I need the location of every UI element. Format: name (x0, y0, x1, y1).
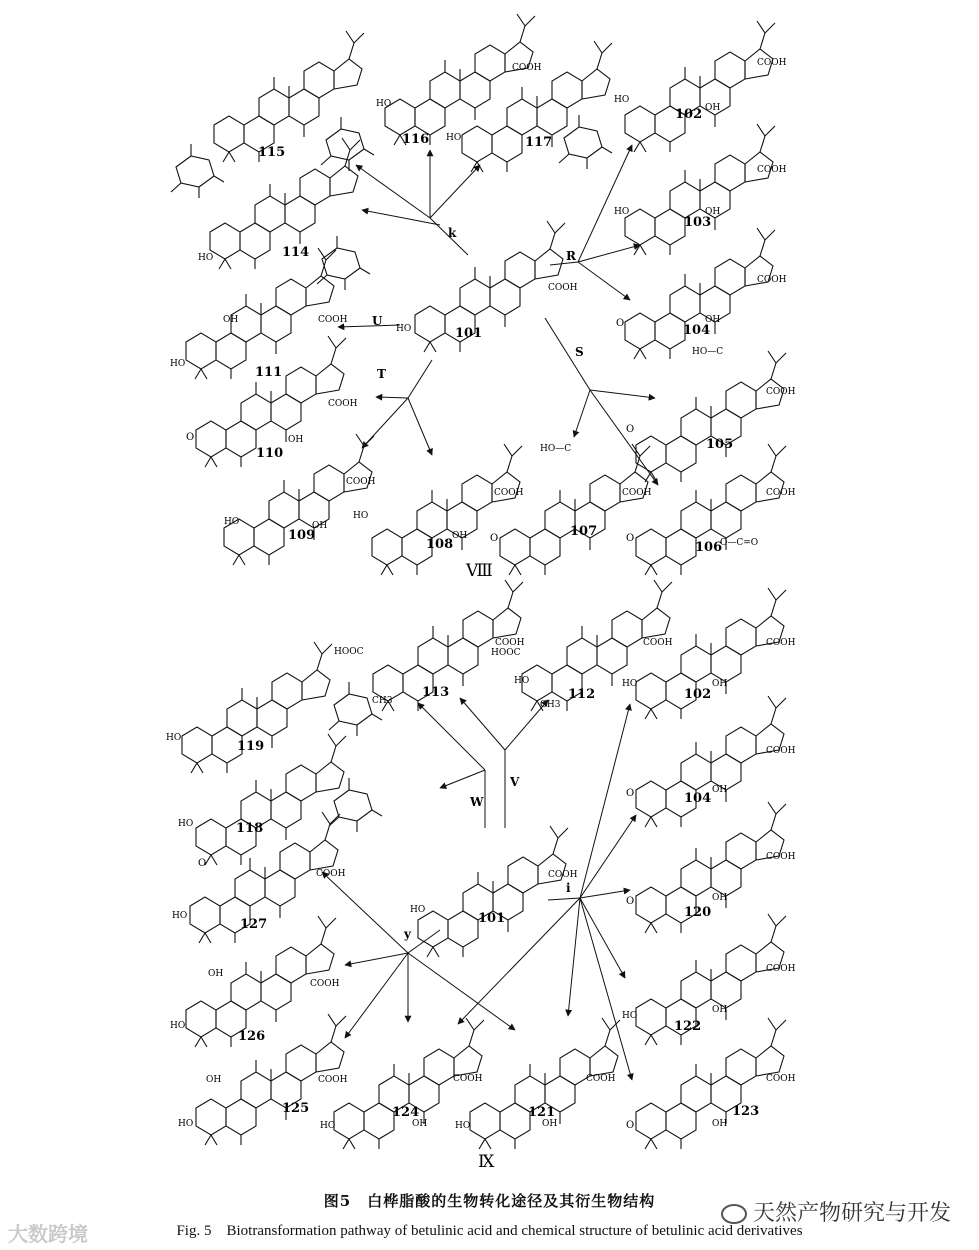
group-ho: HO (178, 819, 194, 829)
panel-8 (170, 14, 796, 581)
group-ch3: CH3 (372, 696, 393, 706)
group-oh: OH (288, 435, 304, 445)
group-cooh: COOH (318, 1075, 348, 1085)
compound-label-109: 109 (288, 528, 316, 543)
group-cooh: COOH (494, 488, 524, 498)
group-ho: HO (170, 1021, 186, 1031)
compound-label-107: 107 (570, 524, 598, 539)
group-oh: OH (712, 1005, 728, 1015)
group-keto: O (626, 788, 635, 799)
group-keto: O (490, 533, 499, 544)
compound-label-104: 104 (683, 323, 711, 338)
group-cooh: COOH (586, 1074, 616, 1084)
group-cooh: COOH (757, 58, 787, 68)
group-cooh: COOH (757, 165, 787, 175)
group-cooh: COOH (316, 869, 346, 879)
group-oh: OH (705, 103, 721, 113)
group-ho: HO (376, 99, 392, 109)
group-oh: OH (705, 315, 721, 325)
group-oh: OH (312, 521, 328, 531)
compound-label-115: 115 (258, 145, 286, 160)
group-cooh: COOH (766, 964, 796, 974)
group-oh: OH (542, 1119, 558, 1129)
group-ho: HO (514, 676, 530, 686)
group-keto: O (198, 858, 207, 869)
group-ho: HO (614, 207, 630, 217)
group-hooc: HOOC (334, 647, 364, 657)
group-keto: O (616, 318, 625, 329)
group-oh: OH (412, 1119, 428, 1129)
group-cooh: COOH (643, 638, 673, 648)
group-ho: HO (170, 359, 186, 369)
compound-label-122: 122 (674, 1019, 702, 1034)
group-cooh: COOH (318, 315, 348, 325)
center-compound: 101 (455, 326, 483, 341)
group-cooh: COOH (766, 1074, 796, 1084)
group-cooh: COOH (766, 852, 796, 862)
compound-label-123: 123 (732, 1104, 760, 1119)
route-label-y: y (404, 927, 411, 941)
group-cooh: COOH (548, 870, 578, 880)
group-oh: OH (208, 969, 224, 979)
group-cooh: COOH (548, 283, 578, 293)
group-ho: HO (198, 253, 214, 263)
panel-label: Ⅸ (478, 1152, 495, 1172)
watermark-right (721, 1196, 951, 1227)
group-oh: OH (223, 315, 239, 325)
group-oh: OH (712, 1119, 728, 1129)
group-cooh: COOH (310, 979, 340, 989)
group-ho: HO (166, 733, 182, 743)
group-keto: O (626, 1120, 635, 1131)
compound-label-118: 118 (236, 821, 264, 836)
group-ch3: CH3 (540, 700, 561, 710)
compound-label-105: 105 (706, 437, 734, 452)
group-ho: HO (224, 517, 240, 527)
route-label-U: U (372, 314, 383, 328)
compound-label-117: 117 (525, 135, 553, 150)
group-ho: HO (178, 1119, 194, 1129)
compound-label-116: 116 (402, 132, 430, 147)
compound-label-113: 113 (422, 685, 450, 700)
compound-label-120: 120 (684, 905, 712, 920)
group-oh: OH (452, 531, 468, 541)
group-ho: HO (410, 905, 426, 915)
group-cooh: COOH (766, 638, 796, 648)
compound-label-111: 111 (255, 365, 283, 380)
route-label-S: S (575, 345, 584, 359)
figure-caption-cn: 图5 白桦脂酸的生物转化途径及其衍生物结构 (323, 1192, 656, 1210)
route-label-T: T (377, 367, 386, 381)
group-cooh: COOH (766, 746, 796, 756)
figure-caption-en: Fig. 5 Biotransformation pathway of betulinic acid and chemical structure of betulinic acid derivatives (176, 1223, 803, 1239)
compound-label-114: 114 (282, 245, 310, 260)
group-cooh: COOH (766, 387, 796, 397)
group-cooh: COOH (495, 638, 525, 648)
watermark-left: 大数跨境 (8, 1222, 88, 1246)
group-oc: HO—C (692, 347, 724, 357)
group-oh: OH (712, 679, 728, 689)
panel-label: Ⅷ (466, 561, 493, 581)
route-label-k: k (448, 226, 457, 240)
group-cooh: COOH (328, 399, 358, 409)
panel-9 (166, 580, 796, 1172)
compound-label-102: 102 (675, 107, 703, 122)
compound-label-106: 106 (695, 540, 723, 555)
compound-label-119: 119 (237, 739, 265, 754)
compound-label-102: 102 (684, 687, 712, 702)
group-cooh: COOH (453, 1074, 483, 1084)
route-label-W: W (470, 795, 484, 809)
compound-label-121: 121 (528, 1105, 556, 1120)
group-cooh: COOH (757, 275, 787, 285)
compound-label-110: 110 (256, 446, 284, 461)
compound-label-108: 108 (426, 537, 454, 552)
group-ho: HO (353, 511, 369, 521)
group-ester: O—C=O (720, 538, 759, 548)
group-ho: HO (446, 133, 462, 143)
route-label-V: V (510, 775, 520, 789)
group-oh: OH (712, 893, 728, 903)
group-oh: OH (206, 1075, 222, 1085)
group-ho: HO (455, 1121, 471, 1131)
group-ho: HO (172, 911, 188, 921)
group-ho: HO (622, 679, 638, 689)
compound-label-104: 104 (684, 791, 712, 806)
group-hooc: HOOC (491, 648, 521, 658)
compound-label-126: 126 (238, 1029, 266, 1044)
group-oh: OH (705, 207, 721, 217)
group-keto: O (626, 424, 635, 435)
watermark-right-text: 天然产物研究与开发 (752, 1201, 951, 1226)
group-ho: HO (622, 1011, 638, 1021)
wechat-logo-icon (721, 1204, 747, 1224)
group-keto: O (186, 432, 195, 443)
compound-label-124: 124 (392, 1105, 420, 1120)
group-oh: OH (712, 785, 728, 795)
group-hoc: HO—C (540, 444, 572, 454)
route-label-R: R (566, 249, 576, 263)
group-keto: O (626, 533, 635, 544)
group-ho: HO (396, 324, 412, 334)
center-compound: 101 (478, 911, 506, 926)
group-cooh: COOH (622, 488, 652, 498)
group-keto: O (626, 896, 635, 907)
group-cooh: COOH (346, 477, 376, 487)
group-ho: HO (614, 95, 630, 105)
group-cooh: COOH (512, 63, 542, 73)
compound-label-103: 103 (684, 215, 712, 230)
group-cooh: COOH (766, 488, 796, 498)
route-label-i: i (566, 881, 571, 895)
compound-label-127: 127 (240, 917, 268, 932)
group-ho: HO (320, 1121, 336, 1131)
compound-label-112: 112 (568, 687, 596, 702)
compound-label-125: 125 (282, 1101, 310, 1116)
